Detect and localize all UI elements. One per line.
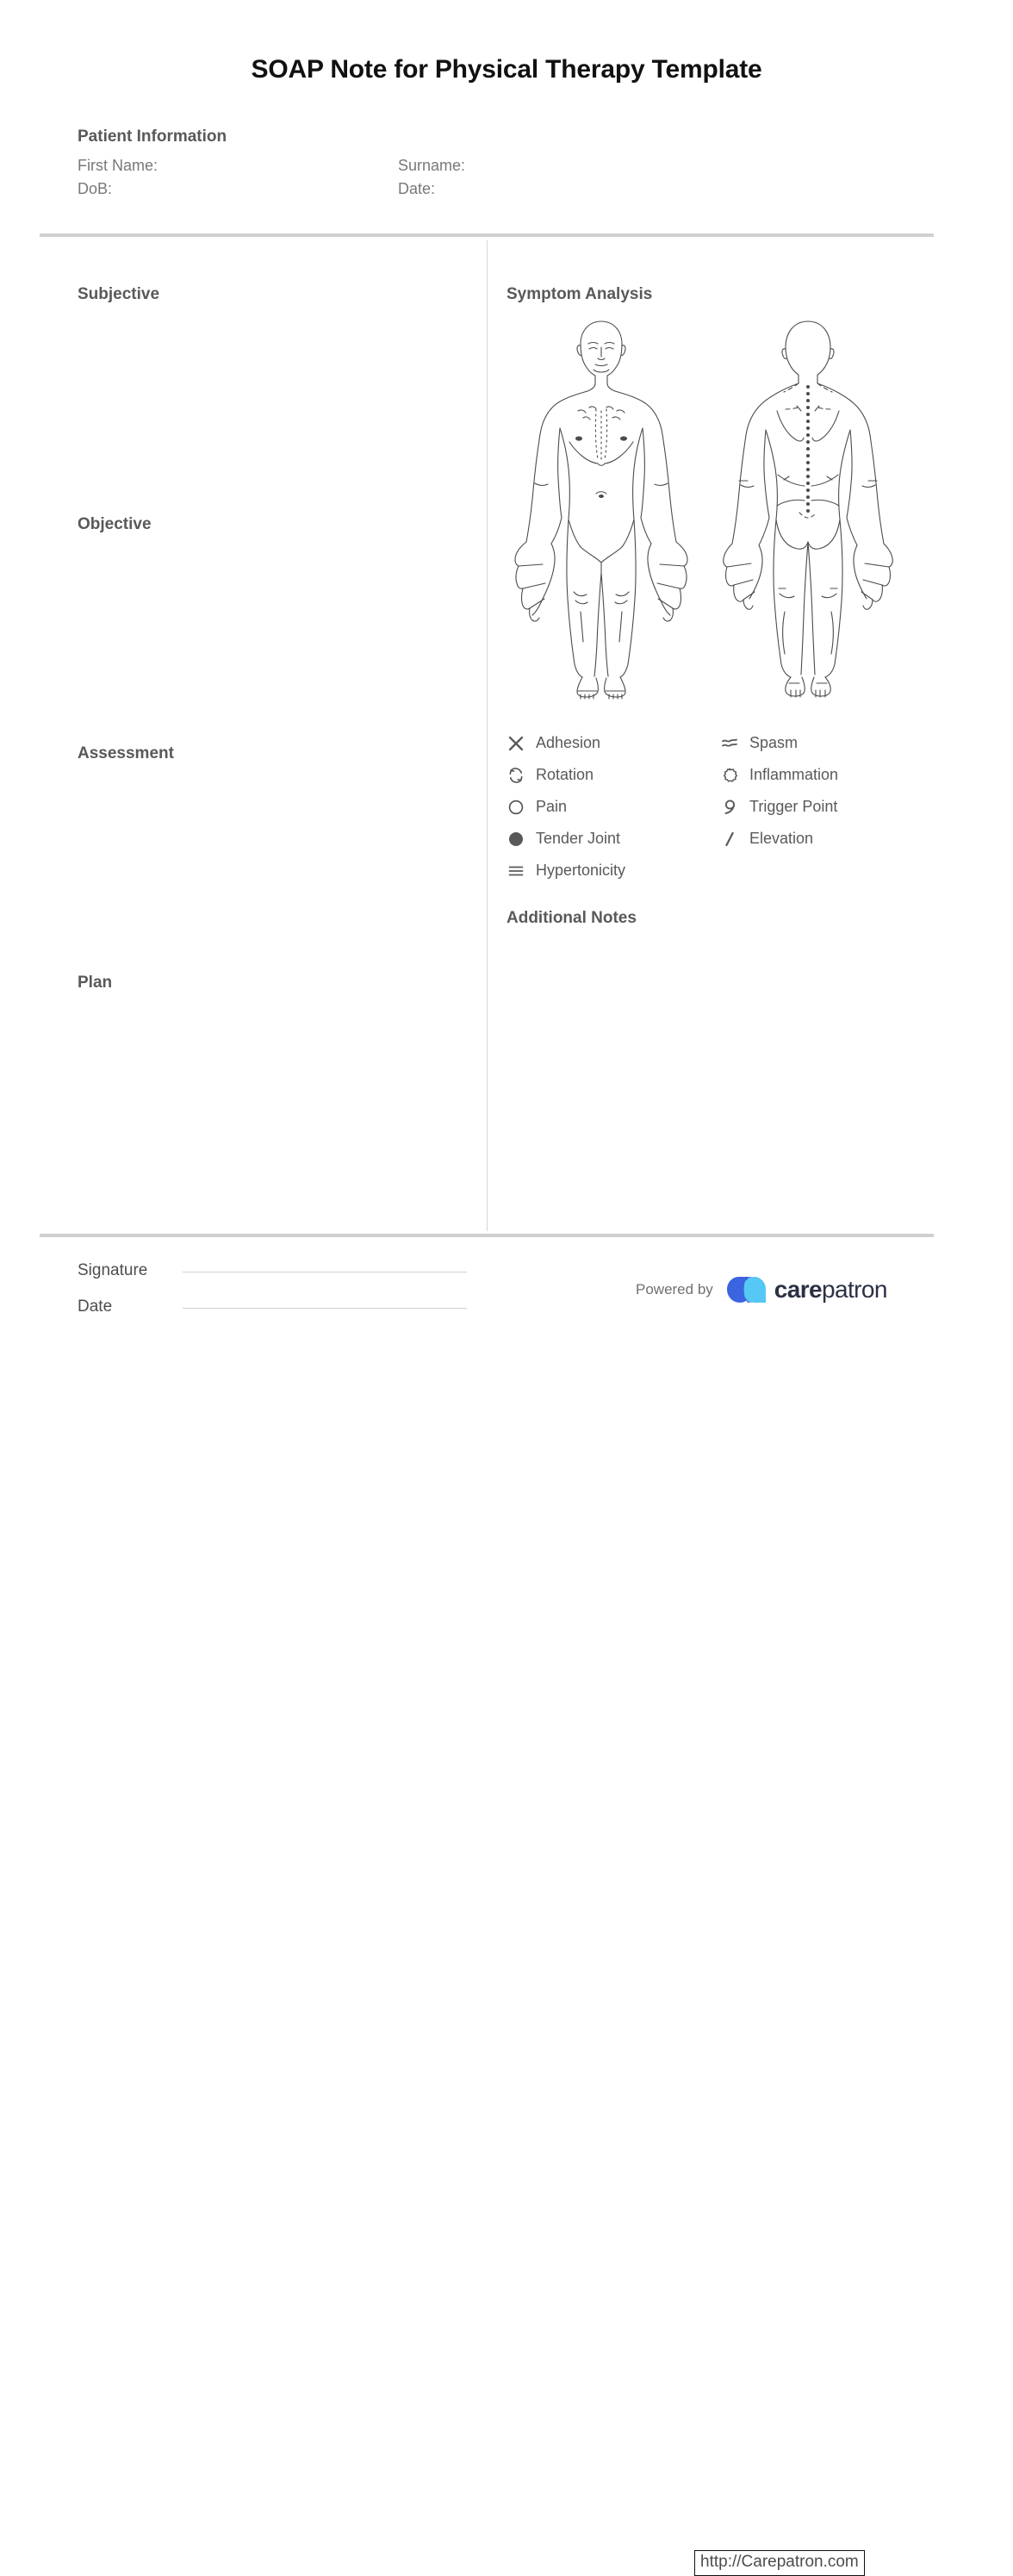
filled-circle-icon [506, 830, 536, 849]
symptom-legend-left-column [506, 727, 625, 887]
legend-item-elevation[interactable] [720, 823, 838, 855]
slash-icon [720, 830, 749, 849]
starburst-circle-icon [720, 766, 749, 785]
legend-item-adhesion[interactable] [506, 727, 625, 759]
additional-notes-heading: Additional Notes [506, 909, 637, 927]
section-heading-objective: Objective [78, 515, 152, 533]
legend-label-elevation: Elevation [749, 830, 814, 847]
carepatron-url-text: http://Carepatron.com [700, 2553, 859, 2571]
header-divider [40, 233, 934, 237]
symptom-legend-right-column [720, 727, 838, 855]
legend-item-hypertonicity[interactable] [506, 855, 625, 887]
signature-row [78, 1261, 467, 1297]
legend-item-pain[interactable] [506, 791, 625, 823]
brand-light: patron [822, 1276, 887, 1303]
legend-label-spasm: Spasm [749, 734, 799, 751]
patient-information-heading: Patient Information [78, 128, 227, 146]
carepatron-url-box[interactable] [694, 2550, 865, 2576]
legend-label-pain: Pain [536, 798, 568, 815]
section-heading-assessment: Assessment [78, 744, 174, 762]
powered-by-block [636, 1275, 887, 1304]
page-title: SOAP Note for Physical Therapy Template [251, 55, 762, 84]
patient-row-names [78, 157, 853, 175]
legend-item-trigger-point[interactable] [720, 791, 838, 823]
first-name-label: First Name: [78, 157, 158, 174]
patient-row-dates [78, 180, 853, 198]
digit-nine-icon [720, 798, 749, 817]
legend-item-tender-joint[interactable] [506, 823, 625, 855]
wavy-lines-icon [720, 734, 749, 753]
page-footer [0, 1237, 1013, 2571]
legend-item-spasm[interactable] [720, 727, 838, 759]
carepatron-logo-mark [725, 1275, 768, 1304]
date-label: Date: [398, 180, 436, 197]
legend-label-rotation: Rotation [536, 766, 594, 783]
legend-label-adhesion: Adhesion [536, 734, 601, 751]
legend-item-rotation[interactable] [506, 759, 625, 791]
dob-label: DoB: [78, 180, 113, 197]
section-heading-subjective: Subjective [78, 285, 160, 303]
legend-label-hypertonicity: Hypertonicity [536, 862, 626, 879]
carepatron-wordmark [774, 1278, 887, 1302]
legend-label-tender-joint: Tender Joint [536, 830, 621, 847]
date-label-footer: Date [78, 1297, 113, 1316]
legend-label-inflammation: Inflammation [749, 766, 839, 783]
carepatron-logo[interactable] [725, 1275, 887, 1304]
date-row [78, 1297, 467, 1334]
body-diagrams [506, 314, 903, 711]
signature-block [78, 1261, 467, 1334]
legend-item-inflammation[interactable] [720, 759, 838, 791]
surname-label: Surname: [398, 157, 466, 174]
symptom-analysis-heading: Symptom Analysis [506, 285, 653, 303]
anterior-body-diagram[interactable] [506, 314, 696, 706]
three-horizontal-lines-icon [506, 862, 536, 880]
posterior-body-diagram[interactable] [713, 314, 903, 706]
column-divider [487, 240, 488, 1231]
legend-label-trigger-point: Trigger Point [749, 798, 838, 815]
date-input-line[interactable] [183, 1308, 467, 1309]
rotation-arrows-icon [506, 766, 536, 785]
cross-x-icon [506, 734, 536, 753]
powered-by-label: Powered by [636, 1281, 713, 1297]
section-heading-plan: Plan [78, 974, 113, 992]
patient-information-block [78, 128, 853, 203]
brand-bold: care [774, 1276, 822, 1303]
circle-outline-icon [506, 798, 536, 817]
signature-label: Signature [78, 1261, 148, 1279]
